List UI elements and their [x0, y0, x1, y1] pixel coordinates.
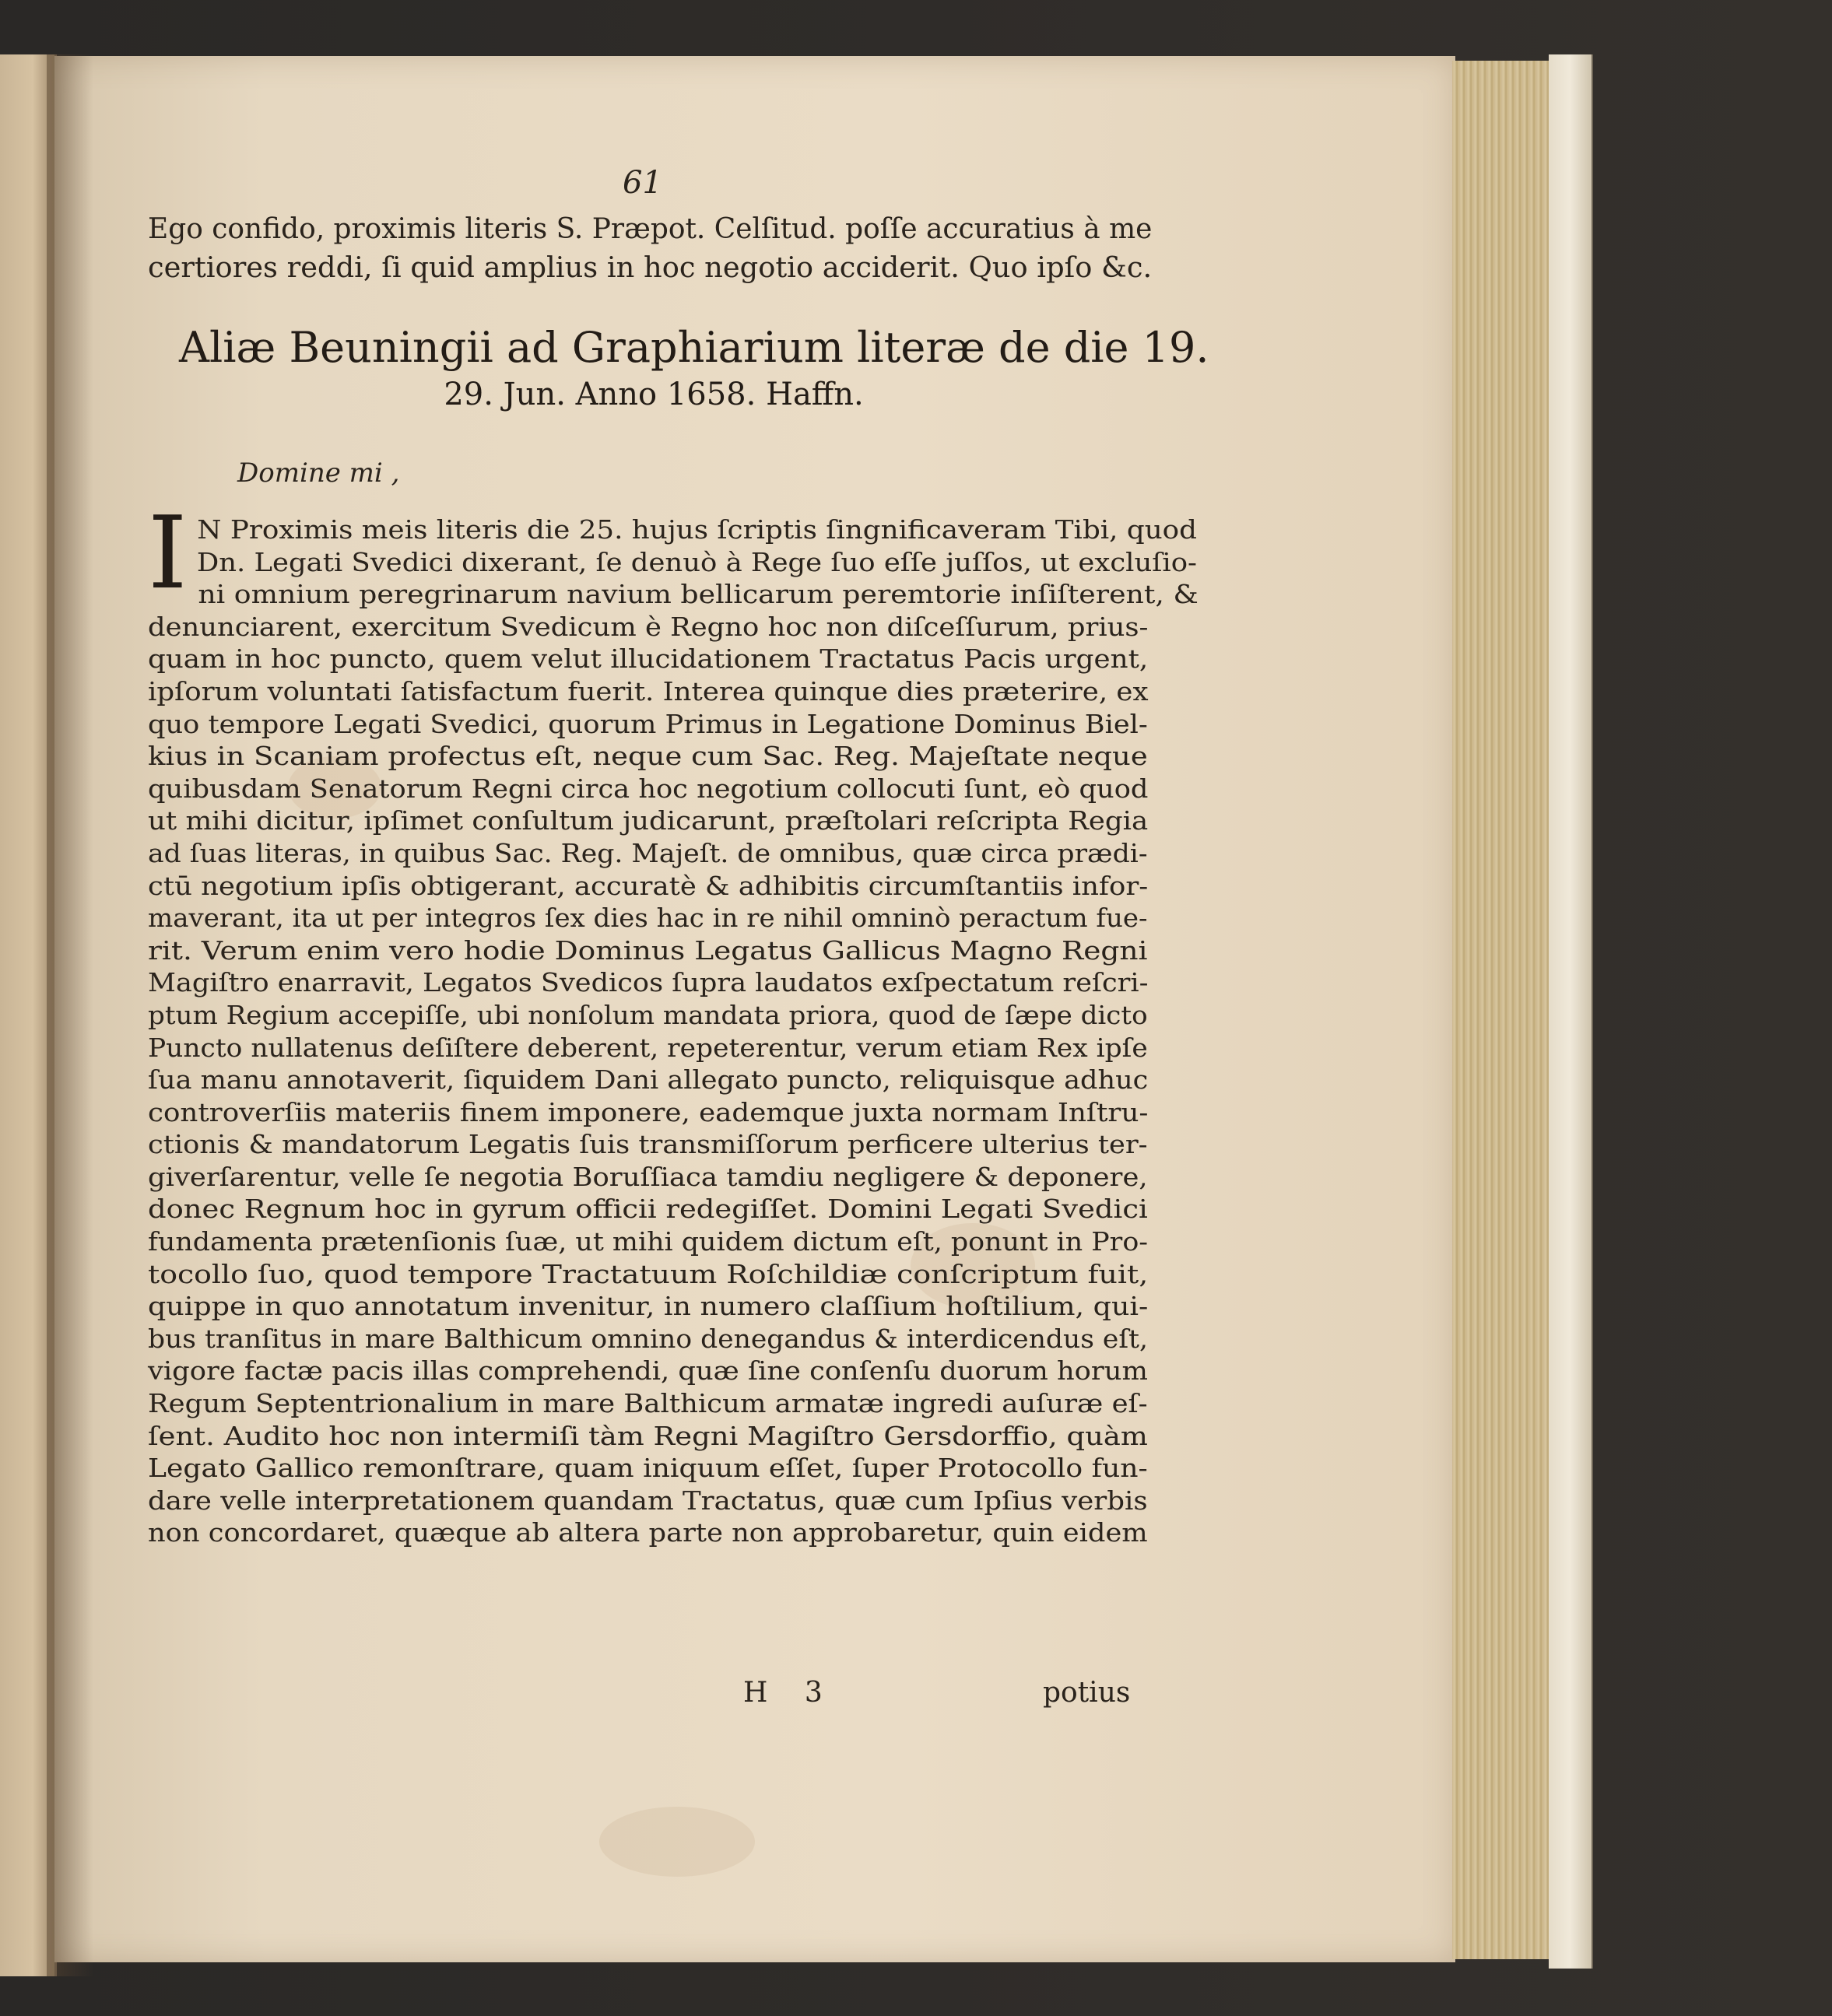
body-line: quo tempore Legati Svedici, quorum Primus in Legatione Dominus Biel- — [148, 708, 1148, 739]
letter-heading — [179, 323, 1209, 416]
body-lines — [148, 496, 1199, 1549]
text-line: certiores reddi, ſi quid amplius in hoc negotio acciderit. Quo ipſo &c. — [148, 252, 1153, 284]
vellum-cover-edge — [1549, 54, 1593, 1969]
heading-date: 29. Jun. Anno 1658. Haffn. — [444, 377, 864, 412]
body-line: quippe in quo annotatum invenitur, in numero claſſium hoſtilium, qui- — [148, 1291, 1149, 1322]
book-gutter — [47, 54, 93, 1976]
body-line: non concordaret, quæque ab altera parte non approbaretur, quin eidem — [148, 1517, 1148, 1548]
body-line: giverſarentur, velle ſe negotia Boruſſiaca tamdiu negligere & deponere, — [148, 1161, 1148, 1192]
body-line: ctionis & mandatorum Legatis ſuis transmiſſorum perficere ulterius ter- — [148, 1129, 1148, 1160]
body-line: ipſorum voluntati ſatisfactum fuerit. Interea quinque dies præterire, ex — [148, 675, 1149, 706]
body-line: Magiſtro enarravit, Legatos Svedicos ſupra laudatos exſpectatum reſcri- — [148, 967, 1149, 998]
body-line: ctū negotium ipſis obtigerant, accuratè & adhibitis circumſtantiis infor- — [148, 870, 1149, 901]
heading-title: Aliæ Beuningii ad Graphiarium literæ de die 19. — [179, 323, 1209, 372]
opening-paragraph — [148, 210, 1152, 288]
body-line: denunciarent, exercitum Svedicum è Regno hoc non diſceſſurum, prius- — [148, 611, 1149, 642]
body-line: bus tranſitus in mare Balthicum omnino denegandus & interdicendus eſt, — [148, 1323, 1148, 1354]
body-line: rit. Verum enim vero hodie Dominus Legatus Gallicus Magno Regni — [148, 934, 1148, 966]
body-line: dare velle interpretationem quandam Tractatus, quæ cum Ipſius verbis — [148, 1485, 1148, 1516]
body-line: Dn. Legati Svedici dixerant, ſe denuò à Rege ſuo eſſe juſſos, ut excluſio- — [196, 546, 1197, 577]
letter-body — [148, 496, 1199, 1549]
body-line: N Proximis meis literis die 25. hujus ſcriptis ſingnificaveram Tibi, quod — [197, 514, 1197, 545]
signature-mark: H 3 — [743, 1677, 837, 1709]
paper-stain — [599, 1807, 755, 1877]
body-line: ſua manu annotaverit, ſiquidem Dani allegato puncto, reliquisque adhuc — [148, 1064, 1149, 1096]
body-line: controverſiis materiis finem imponere, eademque juxta normam Inſtru- — [148, 1096, 1149, 1127]
body-line: Legato Gallico remonſtrare, quam iniquum eſſet, ſuper Protocollo fun- — [148, 1453, 1148, 1484]
body-line: donec Regnum hoc in gyrum officii redegiſſet. Domini Legati Svedici — [148, 1194, 1148, 1225]
salutation: Domine mi , — [237, 458, 400, 489]
page-block-edges — [1452, 61, 1558, 1959]
body-line: ni omnium peregrinarum navium bellicarum peremtorie inſiſterent, & — [198, 579, 1199, 610]
drop-cap: I — [148, 496, 188, 612]
body-line: fundamenta prætenſionis ſuæ, ut mihi quidem dictum eſt, ponunt in Pro- — [148, 1226, 1149, 1257]
body-line: quam in hoc puncto, quem velut illucidationem Tractatus Pacis urgent, — [148, 643, 1149, 675]
body-line: tocollo ſuo, quod tempore Tractatuum Roſchildiæ conſcriptum fuit, — [148, 1258, 1149, 1289]
body-line: ad ſuas literas, in quibus Sac. Reg. Majeſt. de omnibus, quæ circa prædi- — [148, 837, 1148, 868]
body-line: kius in Scaniam profectus eſt, neque cum Sac. Reg. Majeſtate neque — [148, 741, 1148, 772]
body-line: vigore factæ pacis illas comprehendi, quæ ſine conſenſu duorum horum — [148, 1355, 1148, 1387]
body-line: ptum Regium accepiſſe, ubi nonſolum mandata priora, quod de ſæpe dicto — [148, 999, 1148, 1030]
body-line: ut mihi dicitur, ipſimet conſultum judicarunt, præſtolari reſcripta Regia — [148, 805, 1149, 836]
body-line: Puncto nullatenus deſiſtere deberent, repeterentur, verum etiam Rex ipſe — [148, 1032, 1148, 1063]
text-line: Ego confido, proximis literis S. Præpot. Celſitud. poſſe accuratius à me — [148, 213, 1153, 245]
body-line: Regum Septentrionalium in mare Balthicum armatæ ingredi auſuræ eſ- — [148, 1388, 1148, 1419]
body-line: quibusdam Senatorum Regni circa hoc negotium collocuti ſunt, eò quod — [148, 773, 1149, 804]
body-line: ſent. Audito hoc non intermiſi tàm Regni Magiſtro Gersdorffio, quàm — [148, 1420, 1148, 1451]
body-line: maverant, ita ut per integros ſex dies hac in re nihil omninò peractum fue- — [148, 903, 1148, 934]
page-number: 61 — [623, 165, 662, 201]
catchword: potius — [1043, 1677, 1131, 1709]
